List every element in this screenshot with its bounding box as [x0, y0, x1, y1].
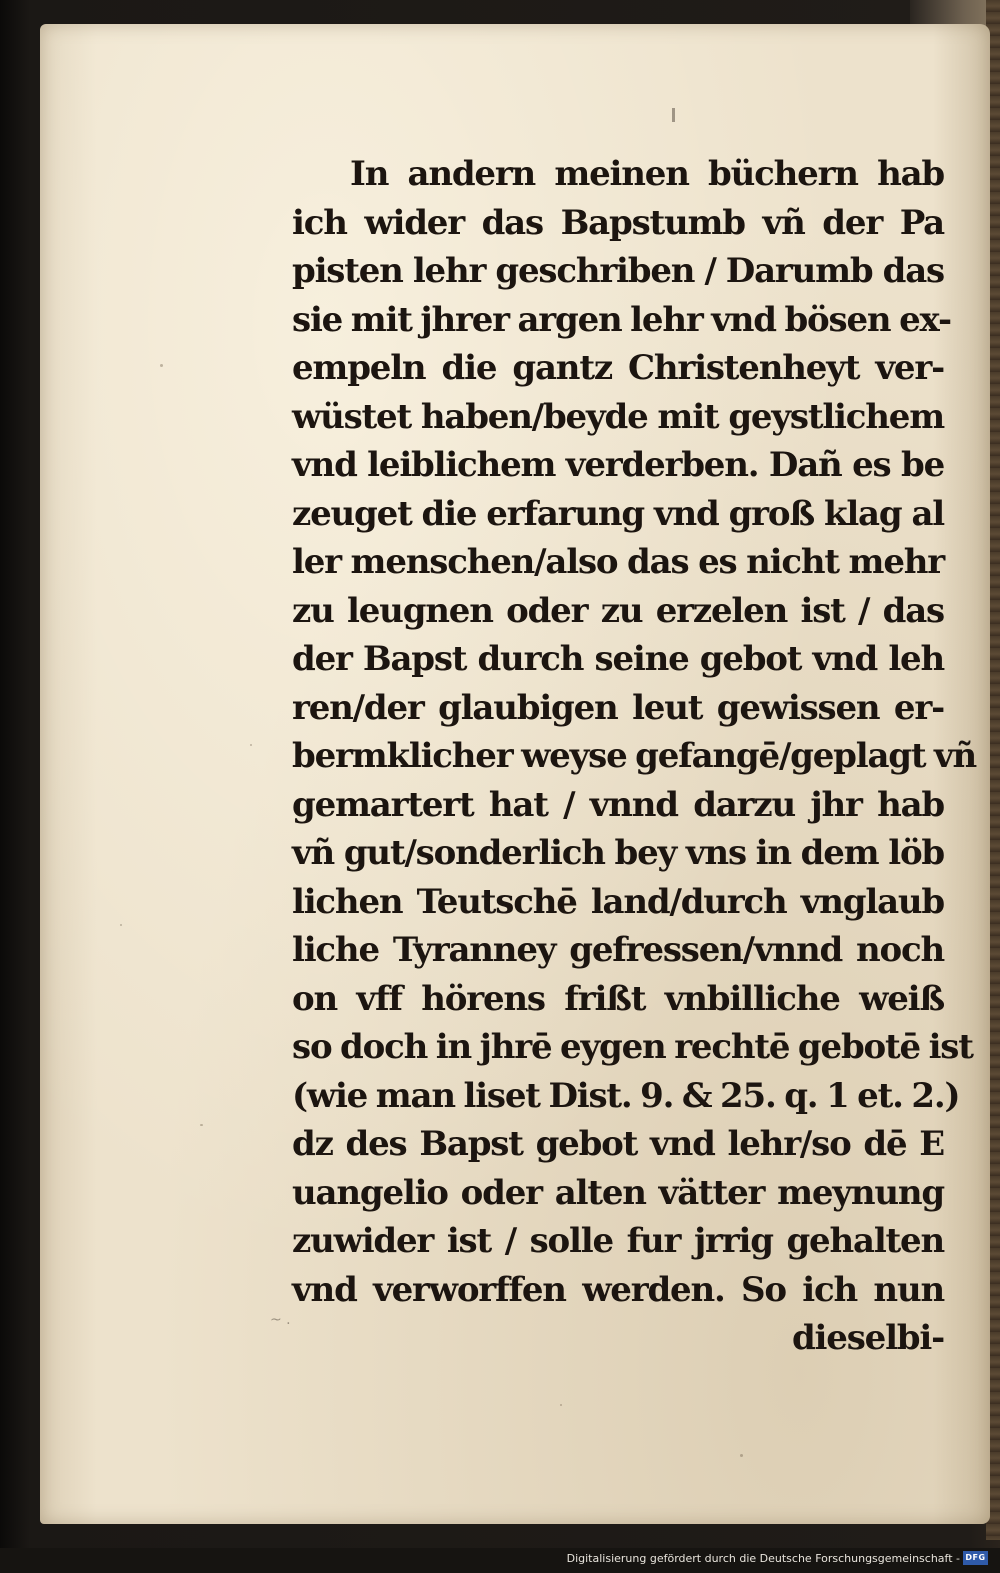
text-line: liche Tyranney gefressen/vnnd noch	[292, 930, 944, 970]
text-line: pisten lehr geschriben / Darumb das	[292, 251, 944, 291]
text-line: zuwider ist / solle fur jrrig gehalten	[292, 1221, 944, 1261]
text-line: uangelio oder alten vätter meynung	[292, 1172, 944, 1213]
text-line: on vff hörens frißt vnbilliche weiß	[292, 978, 944, 1019]
text-line: (wie man liset Dist. 9. & 25. q. 1 et. 2.)	[292, 1075, 960, 1116]
text-line: ler menschen/also das es nicht mehr	[292, 542, 944, 582]
text-line: wüstet haben/beyde mit geystlichem	[292, 396, 944, 437]
text-line: vnd verworffen werden. So ich nun	[292, 1269, 944, 1310]
funding-credit: Digitalisierung gefördert durch die Deutsche Forschungsgemeinschaft -	[566, 1552, 960, 1565]
text-line: lichen Teutschē land/durch vnglaub	[292, 881, 944, 922]
text-line: der Bapst durch seine gebot vnd leh	[292, 639, 944, 679]
catchword: dieselbi-	[791, 1318, 944, 1358]
text-line: sie mit jhrer argen lehr vnd bösen ex-	[292, 299, 951, 340]
ink-smudge: ~ .	[270, 1312, 291, 1328]
text-line: ren/der glaubigen leut gewissen er-	[292, 687, 944, 728]
text-line: In andern meinen büchern hab	[350, 154, 944, 194]
text-line: dz des Bapst gebot vnd lehr/so dē E	[292, 1124, 944, 1164]
text-line: zu leugnen oder zu erzelen ist / das	[292, 590, 944, 631]
text-line: empeln die gantz Christenheyt ver-	[292, 348, 944, 388]
text-line: gemartert hat / vnnd darzu jhr hab	[292, 784, 944, 825]
text-line: zeuget die erfarung vnd groß klag al	[292, 493, 944, 534]
text-line: vñ gut/sonderlich bey vns in dem löb	[292, 833, 944, 873]
text-line: so doch in jhrē eygen rechtē gebotē ist	[292, 1027, 973, 1067]
text-line: vnd leiblichem verderben. Dañ es be	[292, 445, 944, 485]
ink-mark	[672, 108, 675, 122]
text-line: bermklicher weyse gefangē/geplagt vñ	[292, 736, 977, 776]
body-text	[292, 150, 977, 1363]
text-line: ich wider das Bapstumb vñ der Pa	[292, 202, 944, 243]
dfg-logo: DFG	[963, 1551, 988, 1565]
